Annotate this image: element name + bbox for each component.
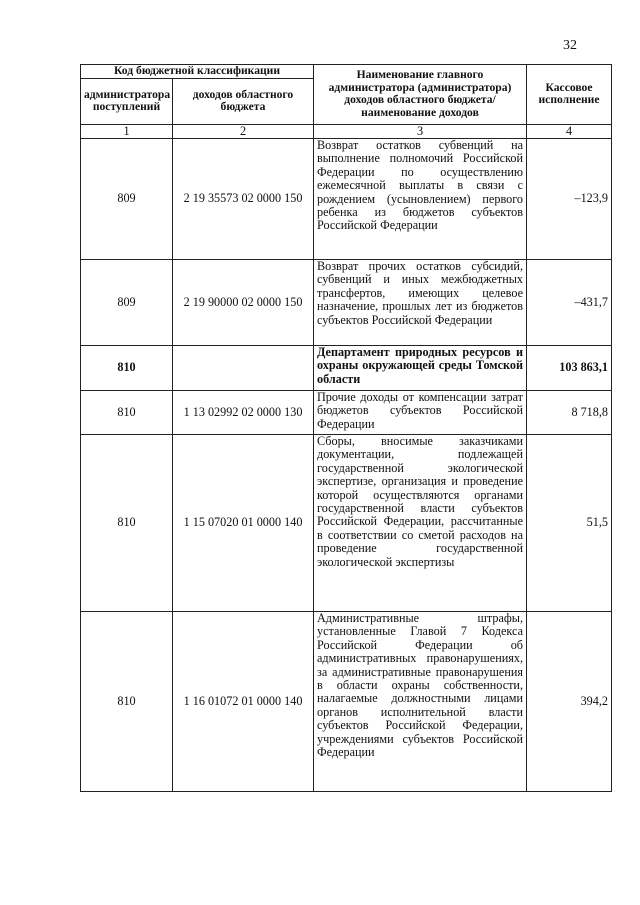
admin-code: 809 [81,139,173,260]
column-number: 1 [81,124,173,138]
revenue-name: Прочие доходы от компенсации затрат бюджетов субъектов Российской Федерации [314,391,527,435]
revenue-code: 2 19 90000 02 0000 150 [173,260,314,346]
admin-code: 810 [81,435,173,612]
revenue-code: 1 16 01072 01 0000 140 [173,612,314,792]
header-name: Наименование главного администратора (администратора) доходов областного бюджета/ наименование доходов [314,65,527,125]
page-number: 32 [563,38,577,53]
revenue-name: Сборы, вносимые заказчиками документации, подлежащей государственной экологической экспертизе, организация и проведение которой осуществляются органами государственной власти субъектов Российской Федерации, рассчитанные в соответствии со сметой расходов на проведение государственной экологической экспертизы [314,435,527,612]
revenue-code [173,346,314,391]
cash-amount: –123,9 [527,139,612,260]
revenue-name: Административные штрафы, установленные Главой 7 Кодекса Российской Федерации об административных правонарушениях, за административные правонарушения в области охраны собственности, налагаемые должностными лицами органов исполнительной власти субъектов Российской Федерации, учреждениями субъектов Российской Федерации [314,612,527,792]
revenue-code: 2 19 35573 02 0000 150 [173,139,314,260]
budget-table [80,64,612,792]
header-budget-revenue: доходов областного бюджета [173,78,314,124]
admin-code: 810 [81,391,173,435]
revenue-code: 1 15 07020 01 0000 140 [173,435,314,612]
table-row [81,260,612,346]
admin-code: 810 [81,612,173,792]
cash-amount: 394,2 [527,612,612,792]
column-number: 2 [173,124,314,138]
department-total: 103 863,1 [527,346,612,391]
header-administrator: администратора поступлений [81,78,173,124]
cash-amount: –431,7 [527,260,612,346]
department-name: Департамент природных ресурсов и охраны окружающей среды Томской области [314,346,527,391]
column-number-row [81,124,612,138]
header-cash-execution: Кассовое исполнение [527,65,612,125]
table-row-department [81,346,612,391]
admin-code: 809 [81,260,173,346]
column-number: 3 [314,124,527,138]
table-row [81,435,612,612]
revenue-name: Возврат прочих остатков субсидий, субвенций и иных межбюджетных трансфертов, имеющих целевое назначение, прошлых лет из бюджетов субъектов Российской Федерации [314,260,527,346]
revenue-code: 1 13 02992 02 0000 130 [173,391,314,435]
cash-amount: 51,5 [527,435,612,612]
cash-amount: 8 718,8 [527,391,612,435]
table-row [81,139,612,260]
admin-code: 810 [81,346,173,391]
table-row [81,391,612,435]
header-classification-code: Код бюджетной классификации [81,65,314,79]
table-row [81,612,612,792]
column-number: 4 [527,124,612,138]
revenue-name: Возврат остатков субвенций на выполнение полномочий Российской Федерации по осуществлению ежемесячной выплаты в связи с рождением (усыновлением) первого ребенка из бюджетов субъектов Российской Федерации [314,139,527,260]
